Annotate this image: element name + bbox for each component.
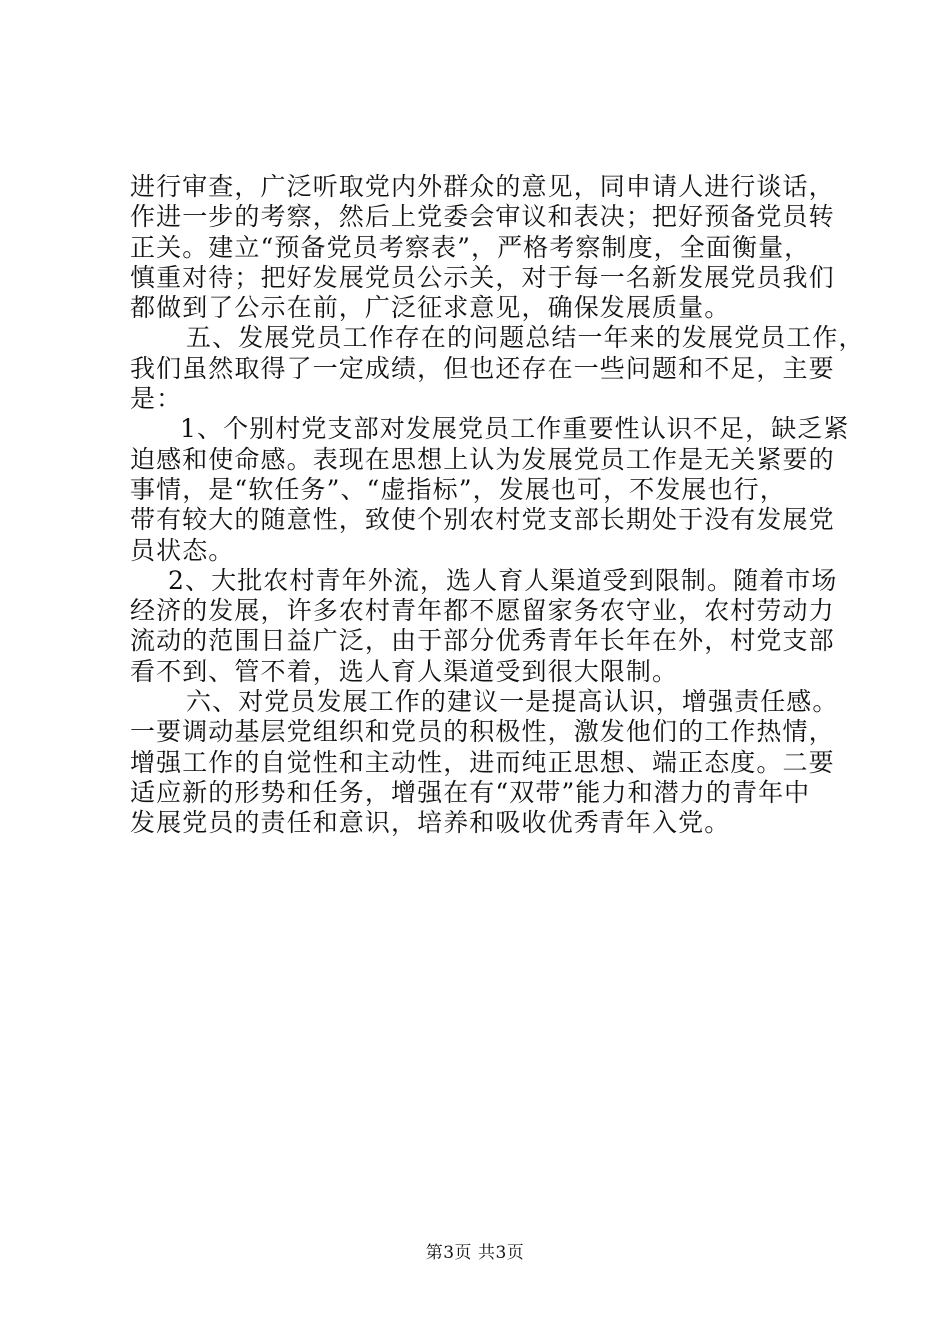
text-line: 进行审查，广泛听取党内外群众的意见，同申请人进行谈话， <box>130 172 835 201</box>
text-line: 看不到、管不着，选人育人渠道受到很大限制。 <box>130 656 679 686</box>
section-heading-6: 六、对党员发展工作的建议一是提高认识，增强责任感。 <box>186 687 839 717</box>
list-item-1: 1、个别村党支部对发展党员工作重要性认识不足，缺乏紧 <box>180 414 850 444</box>
text-line: 员状态。 <box>130 535 235 565</box>
text-line: 慎重对待；把好发展党员公示关，对于每一名新发展党员我们 <box>130 262 835 292</box>
text-line: 适应新的形势和任务，增强在有“双带”能力和潜力的青年中 <box>130 777 811 807</box>
text-line: 增强工作的自觉性和主动性，进而纯正思想、端正态度。二要 <box>130 747 835 777</box>
text-line: 是： <box>130 384 183 414</box>
text-line: 都做到了公示在前，广泛征求意见，确保发展质量。 <box>130 293 731 323</box>
text-line: 我们虽然取得了一定成绩，但也还存在一些问题和不足，主要 <box>130 353 835 383</box>
text-line: 一要调动基层党组织和党员的积极性，激发他们的工作热情， <box>130 717 835 747</box>
text-line: 事情，是“软任务”、“虚指标”，发展也可，不发展也行， <box>130 474 786 504</box>
text-line: 迫感和使命感。表现在思想上认为发展党员工作是无关紧要的 <box>130 444 835 474</box>
text-line: 带有较大的随意性，致使个别农村党支部长期处于没有发展党 <box>130 505 835 535</box>
text-line: 正关。建立“预备党员考察表”，严格考察制度，全面衡量， <box>130 232 811 262</box>
text-line: 作进一步的考察，然后上党委会审议和表决；把好预备党员转 <box>130 202 835 232</box>
list-item-2: 2、大批农村青年外流，选人育人渠道受到限制。随着市场 <box>168 565 838 595</box>
section-heading-5: 五、发展党员工作存在的问题总结一年来的发展党员工作， <box>186 323 865 353</box>
text-line: 经济的发展，许多农村青年都不愿留家务农守业，农村劳动力 <box>130 596 835 626</box>
document-body <box>130 172 865 839</box>
text-line: 流动的范围日益广泛，由于部分优秀青年长年在外，村党支部 <box>130 626 835 656</box>
page-number-footer: 第3页 共3页 <box>425 1243 525 1263</box>
text-line: 发展党员的责任和意识，培养和吸收优秀青年入党。 <box>130 808 731 838</box>
